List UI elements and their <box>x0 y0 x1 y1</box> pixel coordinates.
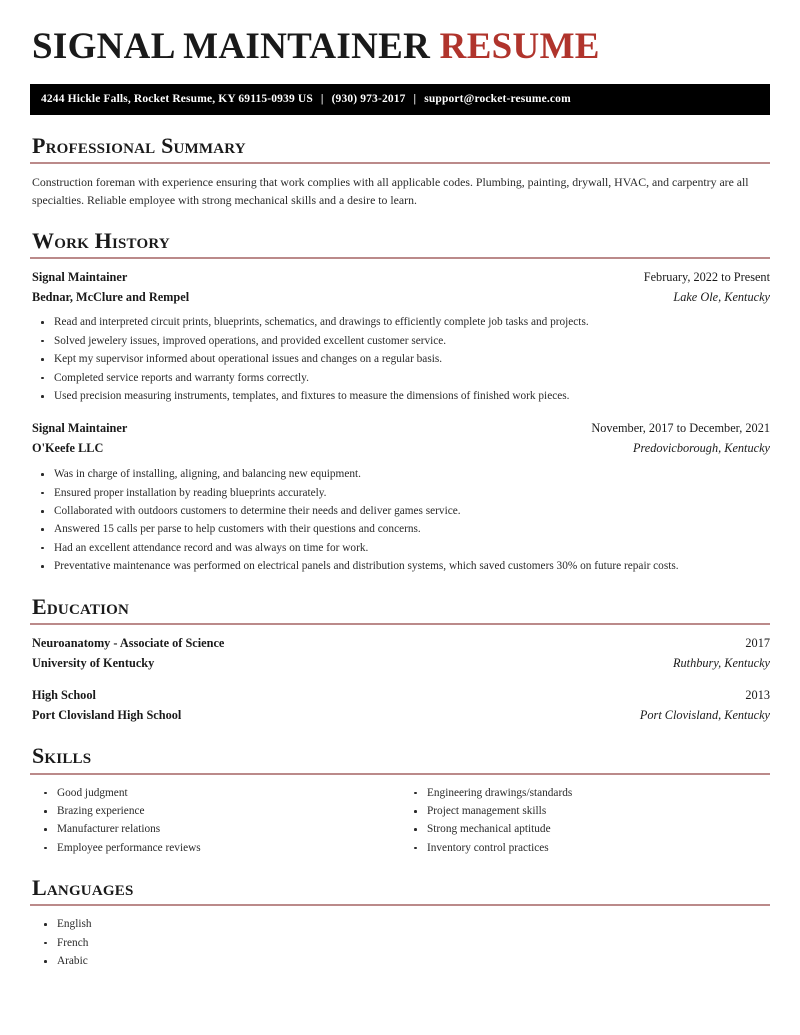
list-item: Preventative maintenance was performed on electrical panels and distribution systems, which saved customers 30% on future repair costs. <box>30 557 770 575</box>
title-main-text: SIGNAL MAINTAINER <box>32 26 440 67</box>
list-item: Collaborated with outdoors customers to determine their needs and deliver games service. <box>30 502 770 520</box>
contact-separator-2: | <box>413 93 417 106</box>
section-heading-work-history: Work History <box>32 227 170 253</box>
list-item: Solved jewelery issues, improved operations, and provided excellent customer service. <box>30 332 770 350</box>
education-location: Port Clovisland, Kentucky <box>639 707 770 722</box>
work-entry <box>30 268 770 406</box>
education-year: 2013 <box>745 687 770 702</box>
list-item: Engineering drawings/standards <box>400 784 770 802</box>
education-school-row <box>30 654 770 674</box>
list-item: Was in charge of installing, aligning, and balancing new equipment. <box>30 465 770 483</box>
job-title: Signal Maintainer <box>32 269 128 284</box>
section-divider-education <box>30 623 770 625</box>
education-degree: Neuroanatomy - Associate of Science <box>32 635 225 650</box>
list-item: Used precision measuring instruments, templates, and fixtures to measure the dimensions of finished work pieces. <box>30 387 770 405</box>
list-item: Inventory control practices <box>400 839 770 857</box>
education-degree-row <box>30 686 770 706</box>
education-degree-row <box>30 634 770 654</box>
skills-column-right <box>400 784 770 858</box>
section-divider-languages <box>30 904 770 906</box>
work-entry-title-row <box>30 268 770 288</box>
education-location: Ruthbury, Kentucky <box>673 655 770 670</box>
education-entry <box>30 686 770 726</box>
list-item: Arabic <box>30 952 770 970</box>
list-item: Had an excellent attendance record and was always on time for work. <box>30 539 770 557</box>
work-entry <box>30 419 770 575</box>
title-accent-text: RESUME <box>439 26 600 67</box>
section-heading-education: Education <box>32 593 130 619</box>
job-location: Lake Ole, Kentucky <box>673 289 770 304</box>
section-work-history <box>30 229 770 576</box>
job-dates: November, 2017 to December, 2021 <box>591 421 770 436</box>
section-divider-work-history <box>30 257 770 259</box>
contact-phone[interactable]: (930) 973-2017 <box>331 93 406 106</box>
contact-bar <box>30 84 770 115</box>
section-languages <box>30 876 770 970</box>
list-item: Kept my supervisor informed about operational issues and changes on a regular basis. <box>30 350 770 368</box>
job-title: Signal Maintainer <box>32 421 128 436</box>
list-item: French <box>30 934 770 952</box>
contact-address: 4244 Hickle Falls, Rocket Resume, KY 69115-0939 US <box>41 93 313 106</box>
education-degree: High School <box>32 687 96 702</box>
page-title <box>32 28 770 67</box>
work-entry-company-row <box>30 439 770 459</box>
education-school: University of Kentucky <box>32 655 155 670</box>
work-entry-company-row <box>30 288 770 308</box>
section-heading-summary: Professional Summary <box>32 132 246 158</box>
list-item: Answered 15 calls per parse to help customers with their questions and concerns. <box>30 520 770 538</box>
job-company: O'Keefe LLC <box>32 441 104 456</box>
skills-column-left <box>30 784 400 858</box>
job-bullet-list <box>30 313 770 405</box>
list-item: English <box>30 915 770 933</box>
list-item: Employee performance reviews <box>30 839 400 857</box>
list-item: Ensured proper installation by reading blueprints accurately. <box>30 484 770 502</box>
job-dates: February, 2022 to Present <box>643 269 770 284</box>
job-company: Bednar, McClure and Rempel <box>32 289 190 304</box>
contact-email[interactable]: support@rocket-resume.com <box>424 93 571 106</box>
job-location: Predovicborough, Kentucky <box>632 441 770 456</box>
contact-separator-1: | <box>320 93 324 106</box>
education-school-row <box>30 706 770 726</box>
education-entry <box>30 634 770 674</box>
section-heading-languages: Languages <box>32 875 134 901</box>
education-year: 2017 <box>745 635 770 650</box>
list-item: Completed service reports and warranty forms correctly. <box>30 369 770 387</box>
list-item: Project management skills <box>400 802 770 820</box>
education-spacer <box>30 676 770 686</box>
languages-list <box>30 915 770 970</box>
section-divider-skills <box>30 773 770 775</box>
section-skills <box>30 744 770 857</box>
job-bullet-list <box>30 465 770 575</box>
skills-columns <box>30 784 770 858</box>
work-entry-title-row <box>30 419 770 439</box>
list-item: Brazing experience <box>30 802 400 820</box>
list-item: Strong mechanical aptitude <box>400 820 770 838</box>
section-divider-summary <box>30 162 770 164</box>
section-professional-summary <box>30 134 770 210</box>
section-heading-skills: Skills <box>32 743 92 769</box>
list-item: Read and interpreted circuit prints, blueprints, schematics, and drawings to efficiently complete job tasks and projects. <box>30 313 770 331</box>
list-item: Good judgment <box>30 784 400 802</box>
section-education <box>30 595 770 726</box>
education-school: Port Clovisland High School <box>32 707 182 722</box>
list-item: Manufacturer relations <box>30 820 400 838</box>
summary-paragraph: Construction foreman with experience ensuring that work complies with all applicable codes. Plumbing, painting, drywall, HVAC, and carpentry are all specialties. Reliable employee with strong mechanical skills and a desire to learn. <box>32 174 749 208</box>
